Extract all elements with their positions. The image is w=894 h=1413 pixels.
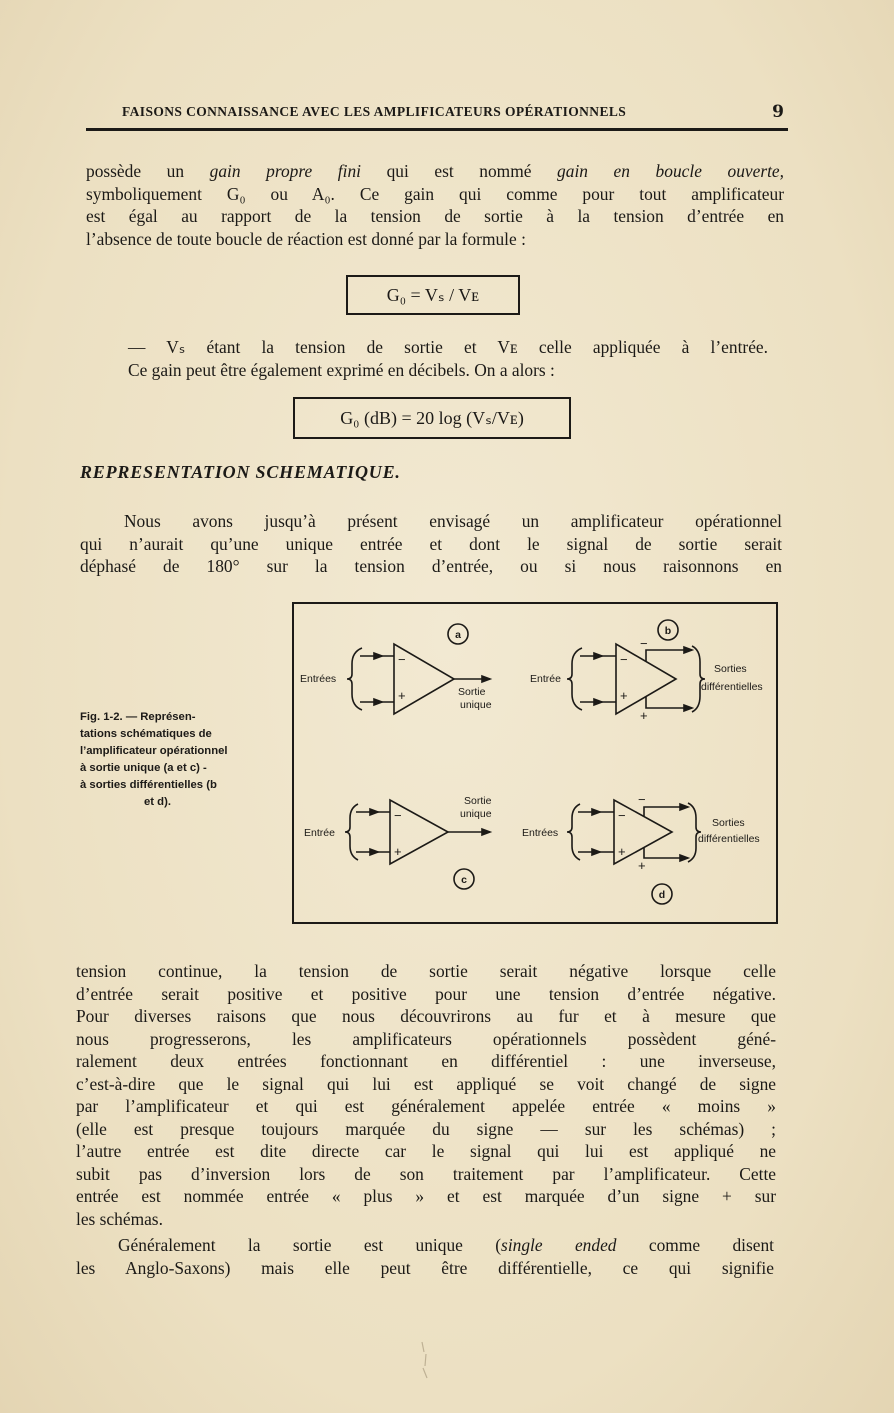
diagram-b (567, 620, 705, 714)
caption-line: Fig. 1-2. — Représen- (80, 711, 196, 723)
paragraph-gain-intro (86, 160, 784, 250)
opamp-figure (292, 602, 778, 924)
section-heading: REPRESENTATION SCHEMATIQUE. (80, 462, 401, 482)
paragraph-differential-inputs (76, 960, 776, 1230)
text-line: c’est-à-dire que le signal qui lui est appliqué se voit changé de signe (76, 1073, 776, 1094)
page-number: 9 (772, 102, 784, 122)
minus-sign: − (618, 808, 626, 823)
paragraph-representation (80, 510, 782, 578)
text-line: subit pas d’inversion lors de son traitement par l’amplificateur. Cette (76, 1163, 776, 1184)
emphasis-term: gain propre fini (209, 161, 361, 181)
plus-sign: + (638, 858, 646, 873)
text-line: l’autre entrée est dite directe car le signal qui lui est appliqué ne (76, 1141, 776, 1161)
text-line: l’absence de toute boucle de réaction est donné par la formule : (86, 228, 526, 249)
text-line: — Vₛ étant la tension de sortie et Vᴇ celle appliquée à l’entrée. (128, 337, 768, 357)
label-d: d (658, 889, 666, 901)
caption-line: tations schématiques de (80, 728, 212, 740)
text-line: ralement deux entrées fonctionnant en différentiel : une inverseuse, (76, 1051, 776, 1071)
label-entrees: Entrées (300, 673, 337, 685)
emphasis-term: single ended (501, 1235, 617, 1255)
text-line: tension continue, la tension de sortie serait négative lorsque celle (76, 961, 776, 981)
running-title: FAISONS CONNAISSANCE AVEC LES AMPLIFICATEURS OPÉRATIONNELS (122, 104, 627, 119)
plus-sign: + (394, 844, 402, 859)
text-line: nous progresserons, les amplificateurs opérationnels possèdent géné- (76, 1028, 776, 1049)
diagram-d (567, 800, 701, 904)
text-line: qui n’aurait qu’une unique entrée et dont le signal de sortie serait (80, 533, 782, 554)
caption-line: et d). (144, 796, 171, 808)
label-sortie: Sortie (458, 686, 486, 698)
minus-sign: − (394, 808, 402, 823)
label-differentielles: différentielles (698, 833, 760, 845)
emphasis-term: gain en boucle ouverte, (557, 161, 784, 181)
text-line: est égal au rapport de la tension de sortie à la tension d’entrée en (86, 206, 784, 226)
text-line: possède un gain propre fini qui est nommé gain en boucle ouverte, (86, 161, 784, 181)
formula-open-loop-gain (346, 275, 520, 315)
minus-sign: − (398, 652, 406, 667)
label-differentielles: différentielles (701, 681, 763, 693)
text-line: d’entrée serait positive et positive pour une tension d’entrée négative. (76, 983, 776, 1004)
plus-sign: + (398, 688, 406, 703)
plus-sign: + (640, 708, 648, 723)
text-line: les Anglo-Saxons) mais elle peut être différentielle, ce qui signifie (76, 1257, 774, 1278)
label-entrees: Entrées (522, 827, 559, 839)
formula-text: G₀ = Vₛ / Vᴇ (386, 284, 480, 305)
label-unique: unique (460, 808, 492, 820)
label-sorties: Sorties (714, 663, 747, 675)
paragraph-gain-decibels (128, 336, 768, 381)
formula-gain-db (293, 397, 571, 439)
plus-sign: + (620, 688, 628, 703)
label-sorties: Sorties (712, 817, 745, 829)
text-line: déphasé de 180° sur la tension d’entrée, ou si nous raisonnons en (80, 556, 782, 576)
figure-caption (80, 709, 276, 811)
label-entree: Entrée (304, 827, 335, 839)
opamp-diagrams (294, 604, 775, 921)
caption-line: l’amplificateur opérationnel (80, 745, 228, 757)
minus-sign: − (640, 636, 648, 651)
minus-sign: − (620, 652, 628, 667)
label-a: a (455, 629, 461, 641)
label-entree: Entrée (530, 673, 561, 685)
plus-sign: + (618, 844, 626, 859)
minus-sign: − (638, 792, 646, 807)
label-unique: unique (460, 699, 492, 711)
text-line: les schémas. (76, 1208, 163, 1229)
paragraph-output-type (76, 1234, 774, 1279)
text-line: Pour diverses raisons que nous découvrirons au fur et à mesure que (76, 1006, 776, 1026)
page-header (86, 104, 788, 130)
text-line: Nous avons jusqu’à présent envisagé un amplificateur opérationnel (124, 511, 782, 531)
text-line: symboliquement G₀ ou A₀. Ce gain qui comme pour tout amplificateur (86, 183, 784, 204)
formula-text: G₀ (dB) = 20 log (Vₛ/Vᴇ) (340, 407, 524, 428)
label-b: b (664, 625, 672, 637)
text-line: Ce gain peut être également exprimé en décibels. On a alors : (128, 359, 555, 380)
text-line: Généralement la sortie est unique (single ended comme disent (118, 1235, 774, 1255)
text-line: (elle est presque toujours marquée du signe — sur les schémas) ; (76, 1118, 776, 1139)
label-c: c (461, 874, 467, 886)
label-sortie: Sortie (464, 795, 492, 807)
text-line: par l’amplificateur et qui est généralement appelée entrée « moins » (76, 1096, 776, 1116)
print-mark (418, 1340, 432, 1380)
caption-line: à sortie unique (a et c) - (80, 762, 207, 774)
header-rule (86, 128, 788, 131)
text-line: entrée est nommée entrée « plus » et est marquée d’un signe + sur (76, 1186, 776, 1206)
caption-line: à sorties différentielles (b (80, 779, 217, 791)
